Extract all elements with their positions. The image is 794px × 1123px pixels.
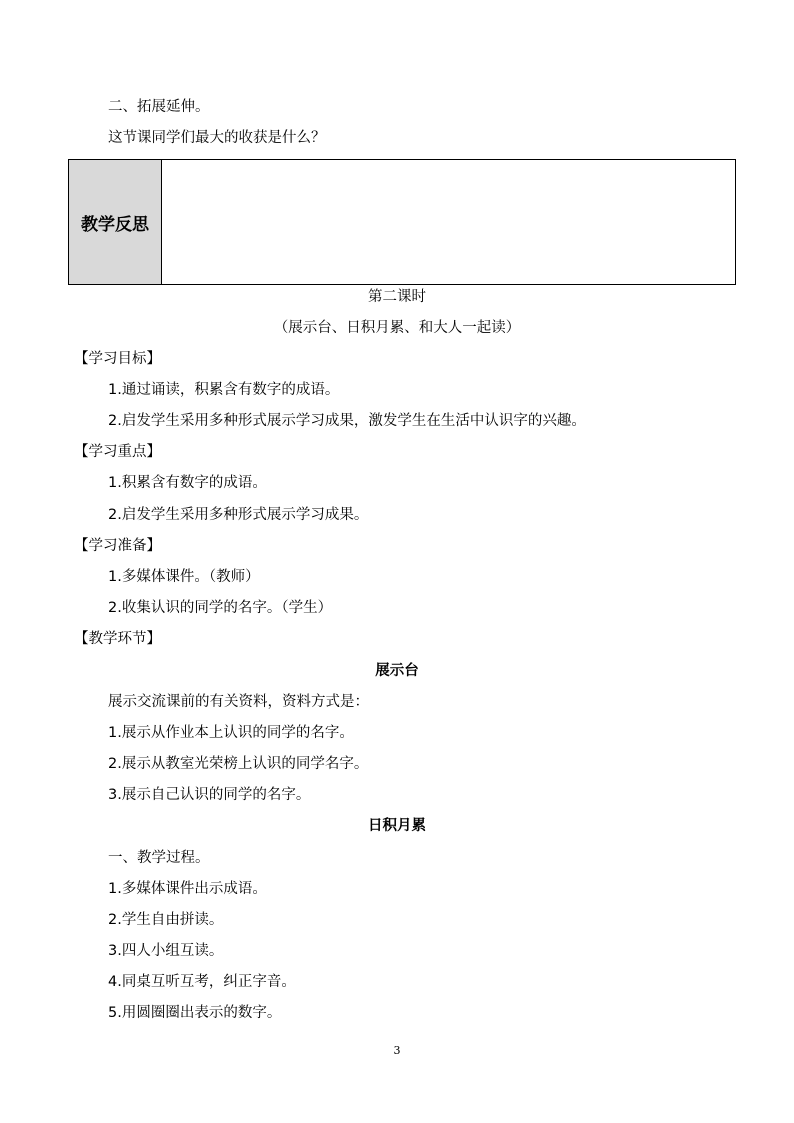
key-point-item: 2.启发学生采用多种形式展示学习成果。 bbox=[108, 507, 369, 523]
preparation-heading: 【学习准备】 bbox=[74, 538, 161, 554]
showcase-title: 展示台 bbox=[375, 663, 419, 679]
accumulation-item: 3.四人小组互读。 bbox=[108, 943, 224, 959]
objective-item: 2.启发学生采用多种形式展示学习成果，激发学生在生活中认识字的兴趣。 bbox=[108, 413, 586, 429]
objectives-heading: 【学习目标】 bbox=[74, 351, 161, 367]
reflection-table bbox=[68, 159, 736, 285]
key-points-heading: 【学习重点】 bbox=[74, 444, 161, 460]
showcase-item: 3.展示自己认识的同学的名字。 bbox=[108, 787, 311, 803]
key-point-item: 1.积累含有数字的成语。 bbox=[108, 475, 267, 491]
lesson-subtitle: （展示台、日积月累、和大人一起读） bbox=[273, 320, 521, 336]
process-heading: 【教学环节】 bbox=[74, 631, 161, 647]
accumulation-title: 日积月累 bbox=[368, 818, 426, 834]
objective-item: 1.通过诵读，积累含有数字的成语。 bbox=[108, 382, 340, 398]
extension-heading: 二、拓展延伸。 bbox=[108, 99, 210, 115]
accumulation-step-heading: 一、教学过程。 bbox=[108, 850, 210, 866]
showcase-item: 1.展示从作业本上认识的同学的名字。 bbox=[108, 725, 354, 741]
preparation-item: 1.多媒体课件。（教师） bbox=[108, 569, 260, 585]
showcase-intro: 展示交流课前的有关资料，资料方式是： bbox=[108, 694, 369, 710]
accumulation-item: 5.用圆圈圈出表示的数字。 bbox=[108, 1005, 282, 1021]
lesson-title: 第二课时 bbox=[368, 289, 426, 305]
page-number: 3 bbox=[393, 1044, 401, 1057]
accumulation-item: 2.学生自由拼读。 bbox=[108, 912, 224, 928]
accumulation-item: 4.同桌互听互考，纠正字音。 bbox=[108, 974, 296, 990]
preparation-item: 2.收集认识的同学的名字。（学生） bbox=[108, 600, 333, 616]
extension-question: 这节课同学们最大的收获是什么？ bbox=[108, 130, 326, 146]
reflection-label: 教学反思 bbox=[81, 214, 149, 235]
reflection-label-cell bbox=[69, 160, 162, 284]
reflection-content-cell bbox=[162, 160, 735, 284]
accumulation-item: 1.多媒体课件出示成语。 bbox=[108, 881, 267, 897]
showcase-item: 2.展示从教室光荣榜上认识的同学名字。 bbox=[108, 756, 369, 772]
